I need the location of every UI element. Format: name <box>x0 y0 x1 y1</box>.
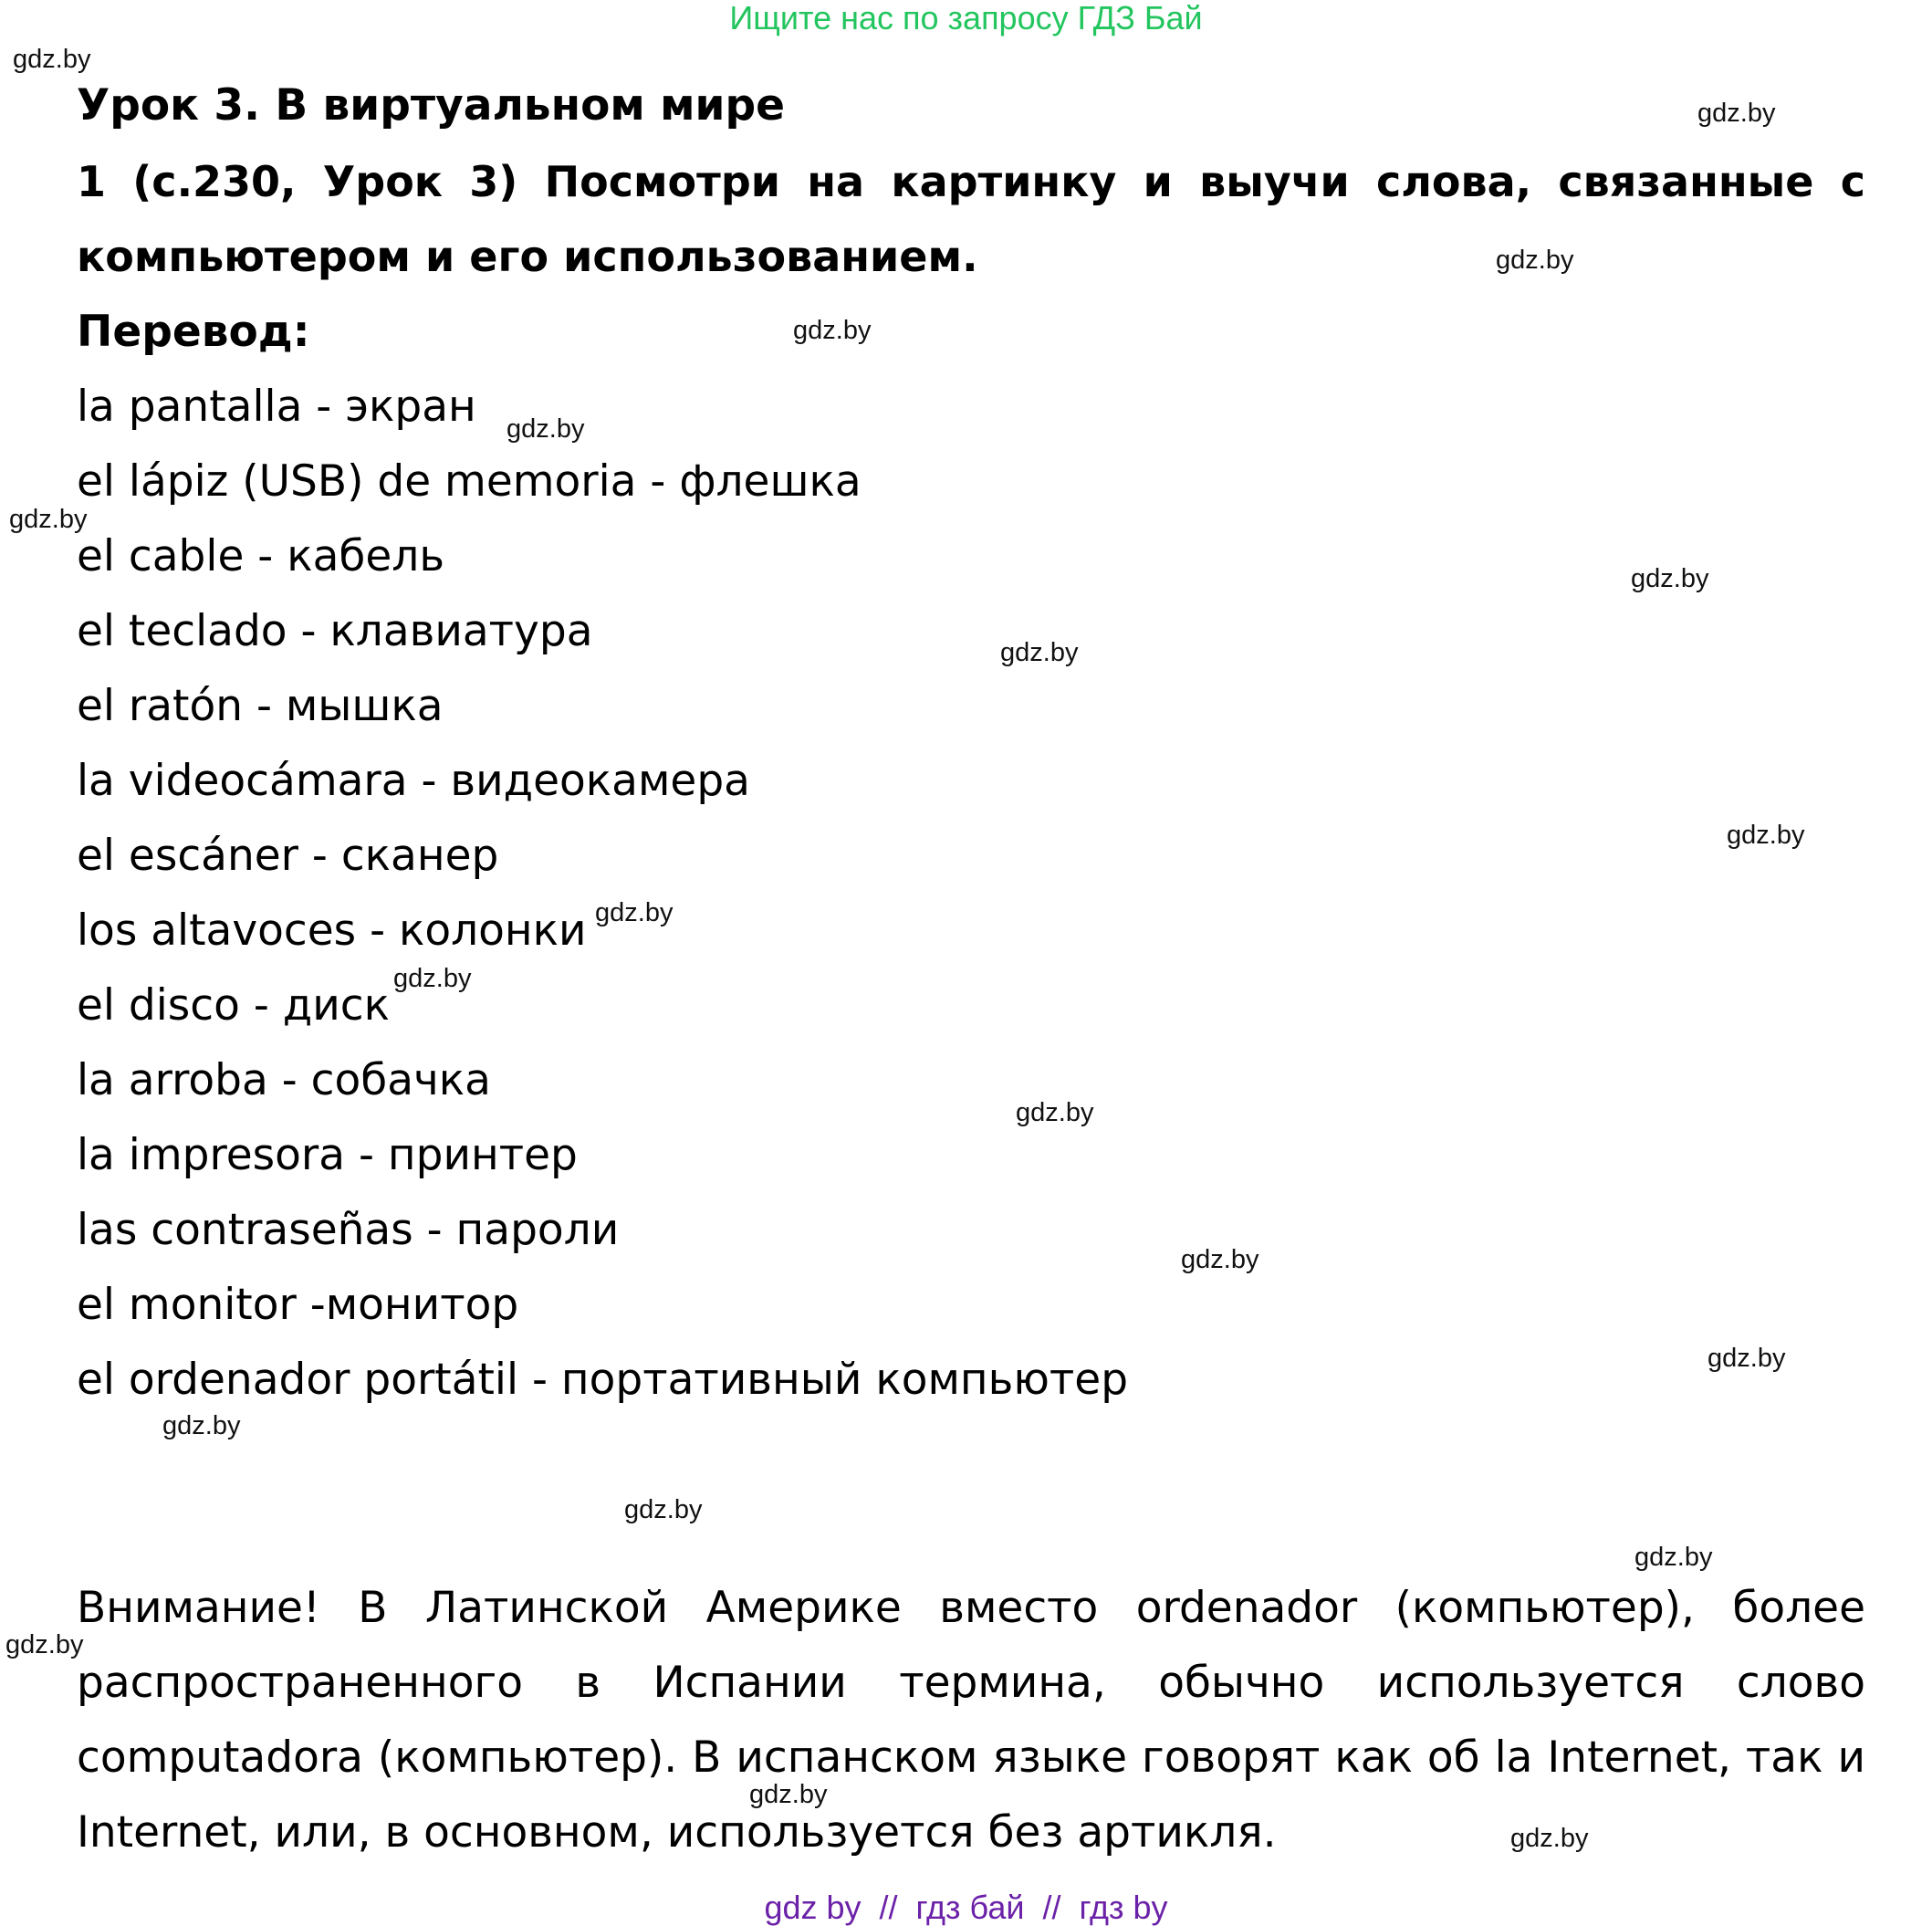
watermark: gdz.by <box>506 414 585 444</box>
watermark: gdz.by <box>1000 638 1079 667</box>
vocab-item: la videocámara - видеокамера <box>77 756 750 806</box>
vocab-item: el escáner - сканер <box>77 831 499 881</box>
watermark: gdz.by <box>1697 99 1776 128</box>
vocab-item: la pantalla - экран <box>77 382 476 432</box>
vocab-item: el monitor -монитор <box>77 1280 519 1330</box>
watermark: gdz.by <box>749 1780 828 1809</box>
vocab-item: el ratón - мышка <box>77 681 444 731</box>
watermark: gdz.by <box>793 316 872 345</box>
vocab-item: la arroba - собачка <box>77 1055 491 1105</box>
translation-heading: Перевод: <box>77 307 310 357</box>
watermark: gdz.by <box>5 1630 84 1659</box>
watermark: gdz.by <box>9 505 88 534</box>
vocab-item: el ordenador portátil - портативный компьютер <box>77 1355 1129 1405</box>
watermark: gdz.by <box>1634 1543 1713 1572</box>
lesson-title: Урок 3. В виртуальном мире <box>77 80 786 131</box>
watermark: gdz.by <box>1727 821 1805 850</box>
attention-note: Внимание! В Латинской Америке вместо ordenador (компьютер), более распространенного в Испании термина, обычно используется слово computadora (компьютер). В испанском языке говорят как об la Internet, так и Internet, или, в основном, используется без артикля. <box>77 1583 1865 1858</box>
watermark: gdz.by <box>595 898 674 927</box>
watermark: gdz.by <box>1016 1098 1094 1127</box>
watermark: gdz.by <box>1496 246 1574 275</box>
vocab-item: el disco - диск <box>77 980 390 1031</box>
watermark: gdz.by <box>1181 1245 1259 1274</box>
watermark: gdz.by <box>1510 1824 1589 1853</box>
vocab-item: los altavoces - колонки <box>77 905 587 956</box>
vocab-item: el lápiz (USB) de memoria - флешка <box>77 456 862 507</box>
watermark: gdz.by <box>393 964 472 993</box>
vocab-item: el cable - кабель <box>77 531 445 581</box>
watermark: gdz.by <box>624 1495 703 1524</box>
watermark: gdz.by <box>13 45 91 74</box>
watermark: gdz.by <box>1631 564 1709 593</box>
footer-links: gdz by // гдз бай // гдз by <box>764 1889 1168 1926</box>
vocab-item: la impresora - принтер <box>77 1130 578 1180</box>
task-text: 1 (с.230, Урок 3) Посмотри на картинку и выучи слова, связанные с компьютером и его использованием. <box>77 157 1865 281</box>
watermark: gdz.by <box>162 1411 241 1440</box>
search-banner: Ищите нас по запросу ГДЗ Бай <box>729 0 1203 37</box>
vocab-item: el teclado - клавиатура <box>77 606 593 656</box>
watermark: gdz.by <box>1707 1344 1786 1373</box>
vocab-item: las contraseñas - пароли <box>77 1205 620 1255</box>
